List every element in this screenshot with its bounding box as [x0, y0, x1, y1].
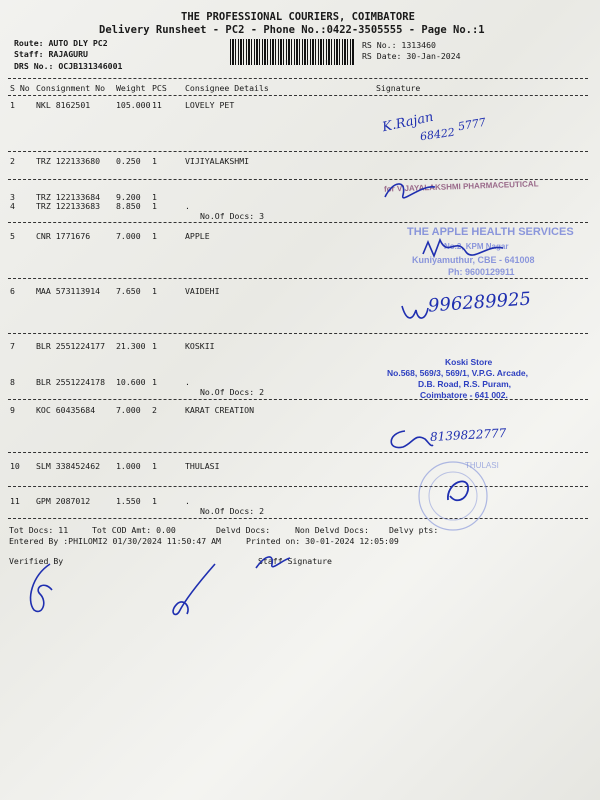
- row-sno: 9: [10, 405, 15, 415]
- row-sno: 11: [10, 496, 20, 506]
- row-weight: 7.000: [116, 405, 141, 415]
- row-weight: 1.550: [116, 496, 141, 506]
- divider: [8, 95, 588, 96]
- row-pcs: 1: [152, 231, 157, 241]
- divider: [8, 278, 588, 279]
- route-label: Route: AUTO DLY PC2: [14, 38, 108, 48]
- row-weight: 105.000: [116, 100, 151, 110]
- koski-stamp-address: No.568, 569/3, 569/1, V.P.G. Arcade,: [387, 368, 528, 378]
- handwritten-phone: 8139822777: [429, 426, 507, 444]
- staff-label: Staff: RAJAGURU: [14, 49, 88, 59]
- delivered-docs: Delvd Docs:: [216, 525, 271, 535]
- row-sno: 10: [10, 461, 20, 471]
- docs-count-note: No.Of Docs: 2: [200, 506, 265, 516]
- row-consignee: .: [185, 201, 190, 211]
- row-consignee: VIJIYALAKSHMI: [185, 156, 250, 166]
- row-consignment: SLM 338452462: [36, 461, 101, 471]
- row-weight: 1.000: [116, 461, 141, 471]
- apple-stamp-name: THE APPLE HEALTH SERVICES: [407, 226, 574, 238]
- signature-image: [418, 232, 508, 268]
- row-sno: 5: [10, 231, 15, 241]
- row-consignee: .: [185, 496, 190, 506]
- row-consignment: TRZ 122133680: [36, 156, 101, 166]
- row-weight: 10.600: [116, 377, 146, 387]
- row-pcs: 1: [152, 156, 157, 166]
- col-consignee: Consignee Details: [185, 83, 269, 93]
- row-pcs: 1: [152, 377, 157, 387]
- col-weight: Weight: [116, 83, 146, 93]
- row-consignment: CNR 1771676: [36, 231, 91, 241]
- row-pcs: 1: [152, 341, 157, 351]
- row-sno: 4: [10, 201, 15, 211]
- row-pcs: 1: [152, 192, 157, 202]
- row-sno: 3: [10, 192, 15, 202]
- row-pcs: 2: [152, 405, 157, 415]
- row-sno: 6: [10, 286, 15, 296]
- barcode-image: [230, 39, 355, 65]
- row-weight: 8.850: [116, 201, 141, 211]
- handwritten-number: 68422: [419, 125, 456, 144]
- rs-number: RS No.: 1313460: [362, 40, 436, 50]
- row-consignment: GPM 2087012: [36, 496, 91, 506]
- row-sno: 8: [10, 377, 15, 387]
- verified-by-signature: [22, 560, 62, 616]
- row-sno: 1: [10, 100, 15, 110]
- signature-image: [398, 300, 432, 326]
- divider: [8, 78, 588, 79]
- row-weight: 9.200: [116, 192, 141, 202]
- col-sno: S No: [10, 83, 30, 93]
- row-consignment: BLR 2551224177: [36, 341, 106, 351]
- row-consignee: KOSKII: [185, 341, 215, 351]
- row-sno: 2: [10, 156, 15, 166]
- staff-signature-label: Staff Signature: [258, 556, 332, 566]
- row-consignee: .: [185, 377, 190, 387]
- pharmacy-stamp: for VIJAYALAKSHMI PHARMACEUTICAL: [383, 179, 539, 194]
- row-consignment: BLR 2551224178: [36, 377, 106, 387]
- row-consignee: LOVELY PET: [185, 100, 235, 110]
- total-cod-amount: Tot COD Amt: 0.00: [92, 525, 176, 535]
- koski-stamp-city: Coimbatore - 641 002.: [420, 390, 508, 400]
- col-consignment: Consignment No: [36, 83, 106, 93]
- handwritten-number: 5777: [456, 115, 487, 134]
- runsheet-title: Delivery Runsheet - PC2 - Phone No.:0422-3505555 - Page No.:1: [99, 24, 485, 36]
- row-pcs: 1: [152, 461, 157, 471]
- divider: [8, 333, 588, 334]
- thulasi-seal-text: THULASI: [465, 461, 499, 470]
- apple-stamp-city: Kuniyamuthur, CBE - 641008: [412, 255, 535, 265]
- docs-count-note: No.Of Docs: 2: [200, 387, 265, 397]
- entered-by: Entered By :PHILOMI2 01/30/2024 11:50:47 AM: [9, 536, 221, 546]
- row-consignee: VAIDEHI: [185, 286, 220, 296]
- docs-count-note: No.Of Docs: 3: [200, 211, 265, 221]
- total-docs: Tot Docs: 11: [9, 525, 69, 535]
- row-consignment: MAA 573113914: [36, 286, 101, 296]
- row-consignment: TRZ 122133684: [36, 192, 101, 202]
- row-weight: 0.250: [116, 156, 141, 166]
- row-consignee: THULASI: [185, 461, 220, 471]
- row-pcs: 11: [152, 100, 162, 110]
- delivery-points: Delvy pts:: [389, 525, 439, 535]
- rs-date: RS Date: 30-Jan-2024: [362, 51, 461, 61]
- col-pcs: PCS: [152, 83, 167, 93]
- koski-stamp-road: D.B. Road, R.S. Puram,: [418, 379, 512, 389]
- apple-stamp-address: No.2, KPM Nagar: [444, 242, 509, 251]
- signature-image: [440, 470, 480, 510]
- row-consignment: NKL 8162501: [36, 100, 91, 110]
- verified-by-label: Verified By: [9, 556, 64, 566]
- row-pcs: 1: [152, 496, 157, 506]
- row-weight: 7.650: [116, 286, 141, 296]
- row-consignee: KARAT CREATION: [185, 405, 255, 415]
- non-delivered-docs: Non Delvd Docs:: [295, 525, 369, 535]
- apple-stamp-phone: Ph: 9600129911: [448, 267, 515, 277]
- row-pcs: 1: [152, 201, 157, 211]
- drs-number: DRS No.: OCJB131346001: [14, 61, 123, 71]
- divider: [8, 222, 588, 223]
- signature-image: [375, 175, 445, 205]
- staff-signature: [252, 552, 292, 574]
- handwritten-receiver-name: K.Rajan: [380, 109, 435, 136]
- printed-on: Printed on: 30-01-2024 12:05:09: [246, 536, 399, 546]
- row-weight: 7.000: [116, 231, 141, 241]
- verified-by-initials: [165, 560, 225, 620]
- row-consignee: APPLE: [185, 231, 210, 241]
- company-name: THE PROFESSIONAL COURIERS, COIMBATORE: [181, 11, 415, 23]
- row-consignment: KOC 60435684: [36, 405, 96, 415]
- koski-stamp-name: Koski Store: [445, 357, 493, 367]
- col-signature: Signature: [376, 83, 421, 93]
- divider: [8, 151, 588, 152]
- row-weight: 21.300: [116, 341, 146, 351]
- signature-image: [385, 425, 435, 455]
- row-pcs: 1: [152, 286, 157, 296]
- handwritten-phone: 996289925: [427, 288, 532, 317]
- row-sno: 7: [10, 341, 15, 351]
- row-consignment: TRZ 122133683: [36, 201, 101, 211]
